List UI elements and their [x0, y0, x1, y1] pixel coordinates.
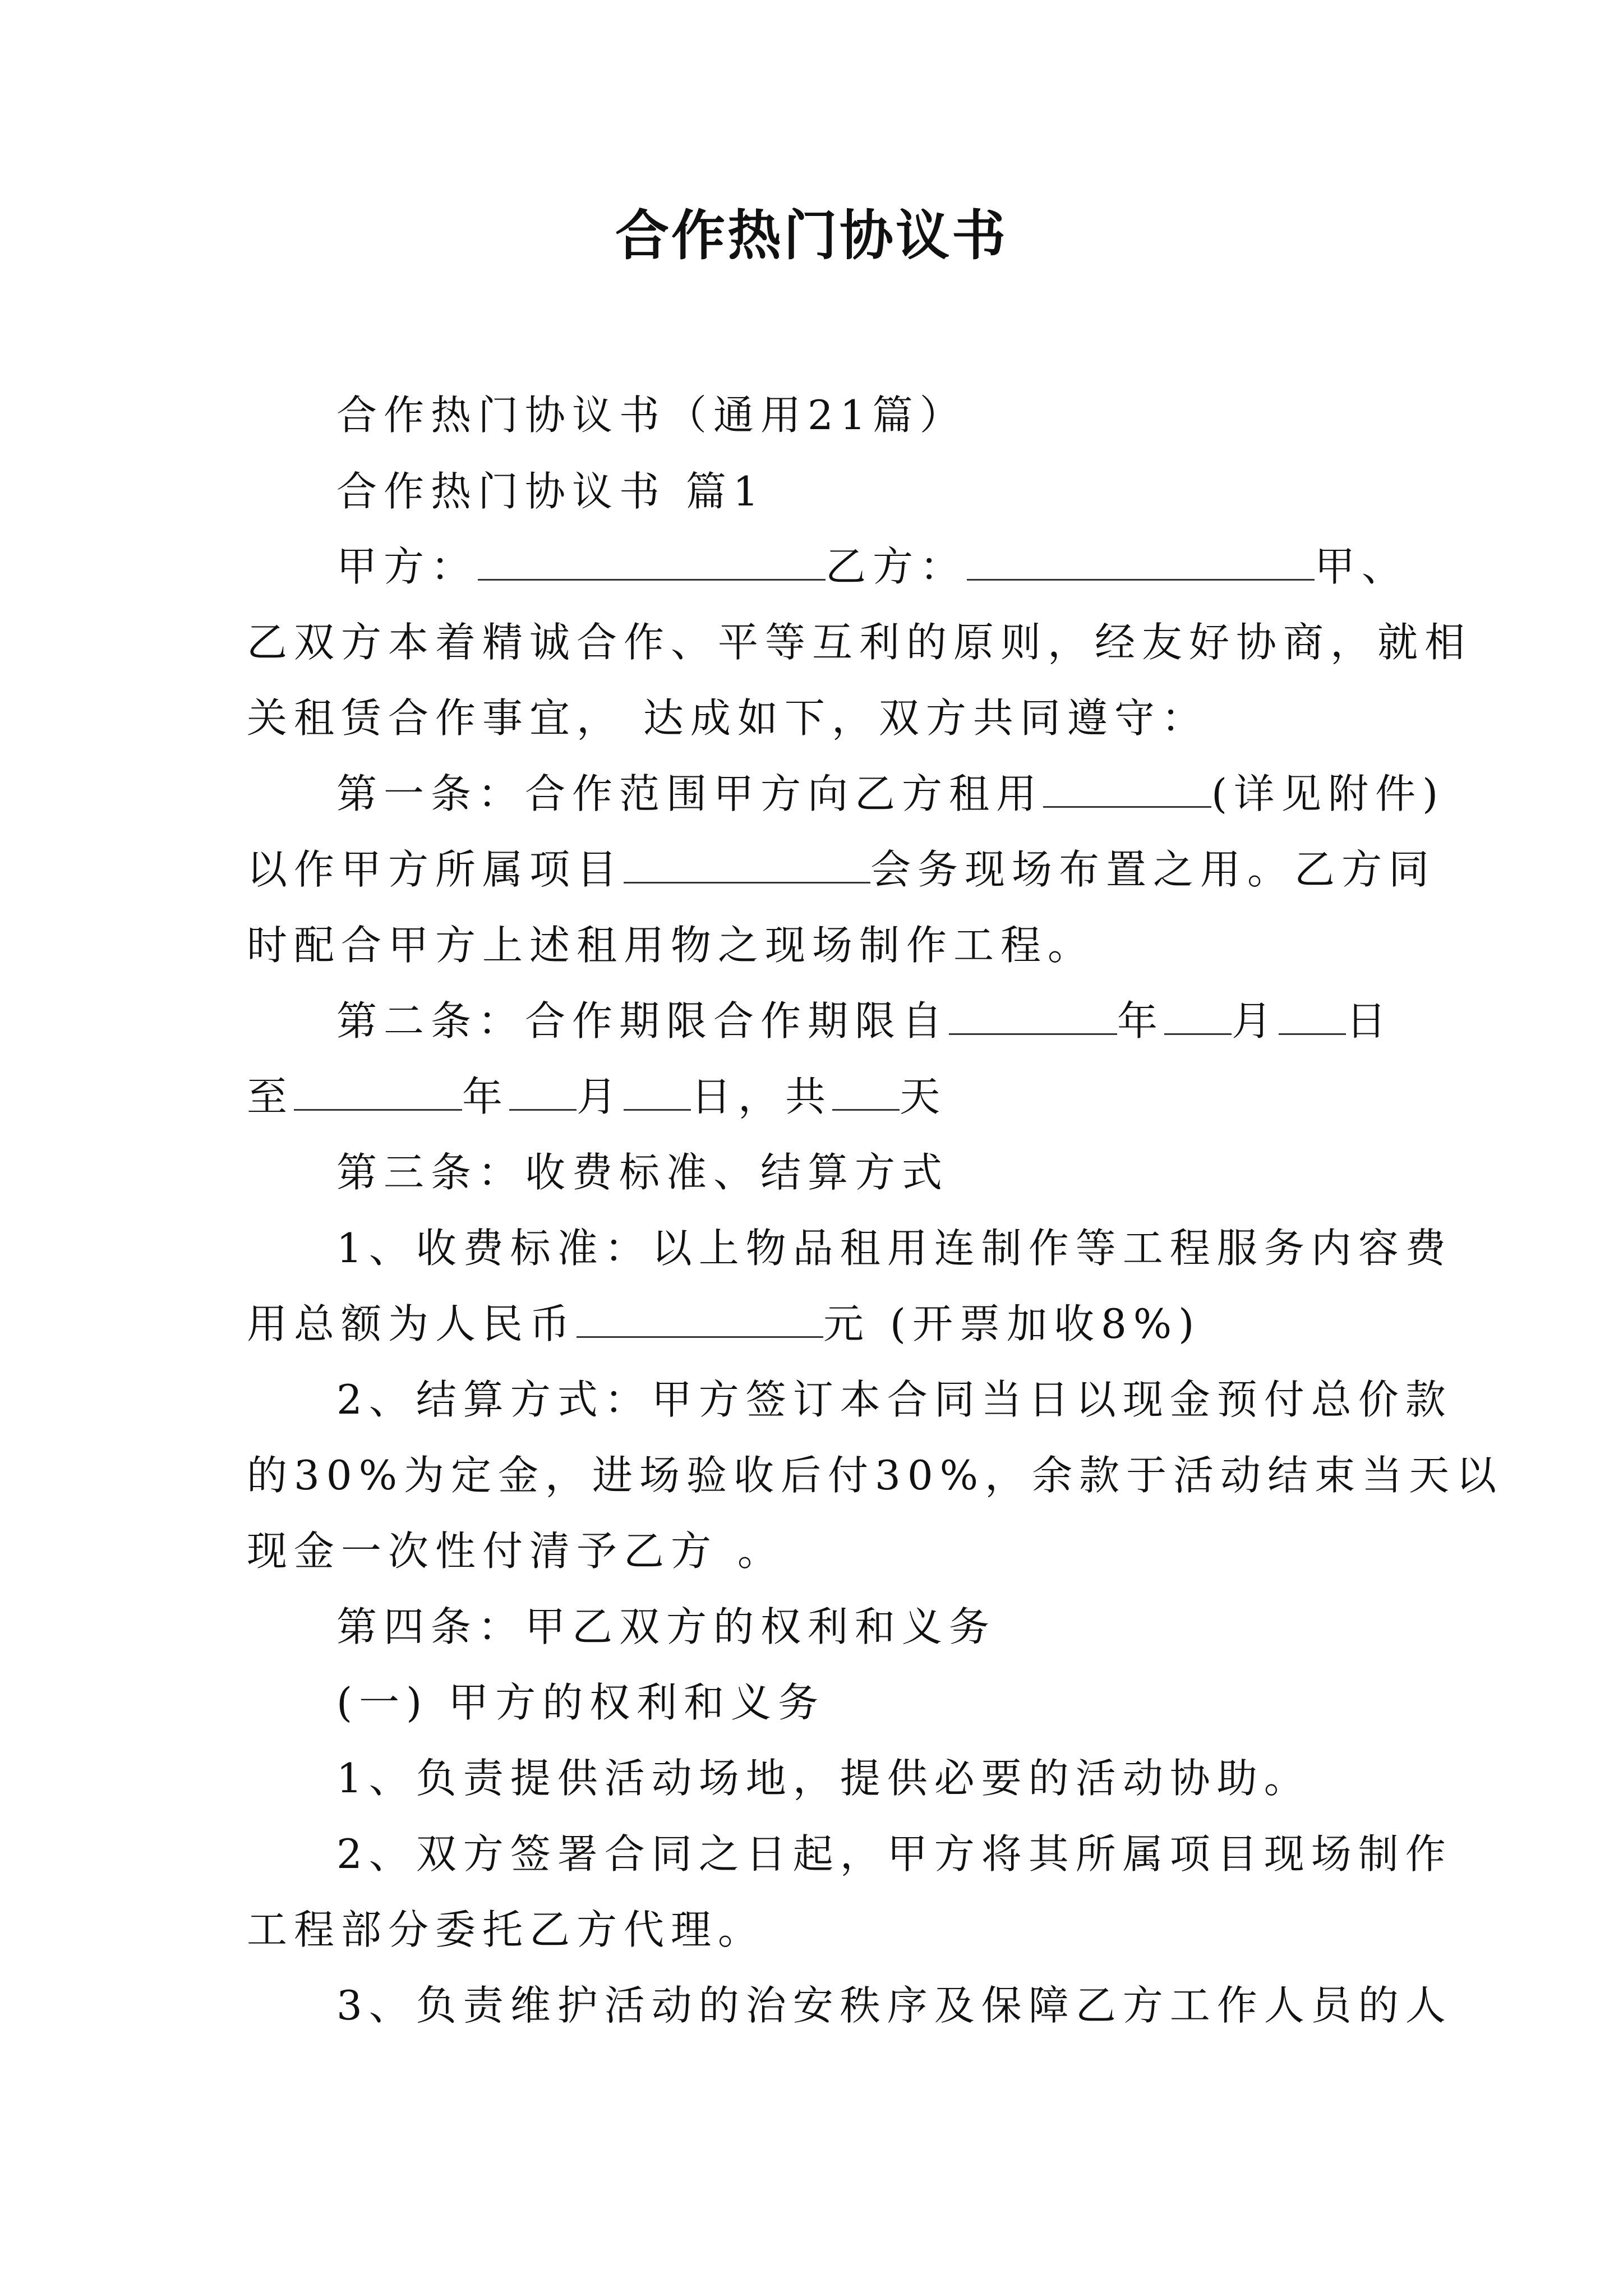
paragraph-line: 3、负责维护活动的治安秩序及保障乙方工作人员的人	[336, 1982, 1453, 2029]
start-year-blank[interactable]	[949, 994, 1117, 1035]
text-fragment: 月	[577, 1073, 624, 1120]
paragraph-line	[247, 1069, 1396, 1125]
section-heading: 合作热门协议书 篇1	[336, 468, 766, 515]
party-line	[336, 539, 1409, 595]
rental-item-blank[interactable]	[1043, 767, 1211, 808]
paragraph-line: 1、收费标准：以上物品租用连制作等工程服务内容费	[336, 1225, 1453, 1272]
subsection-heading: (一) 甲方的权利和义务	[336, 1679, 826, 1726]
start-month-blank[interactable]	[1164, 994, 1232, 1035]
paragraph-line: 的30%为定金，进场验收后付30%，余款于活动结束当天以	[247, 1452, 1504, 1499]
text-fragment: 至	[247, 1073, 294, 1120]
text-fragment: 第二条：合作期限合作期限自	[336, 997, 949, 1045]
text-fragment: 年	[1117, 997, 1165, 1045]
paragraph-line	[247, 841, 1436, 898]
text-fragment: 月	[1232, 997, 1279, 1045]
paragraph-line: 1、负责提供活动场地，提供必要的活动协助。	[336, 1755, 1311, 1802]
text-fragment: 元 (开票加收8%)	[823, 1300, 1201, 1347]
article-4-heading: 第四条：甲乙双方的权利和义务	[336, 1603, 997, 1650]
text-fragment: (详见附件)	[1211, 770, 1445, 817]
total-days-blank[interactable]	[832, 1070, 900, 1111]
paragraph-line: 现金一次性付清予乙方 。	[247, 1527, 785, 1575]
paragraph-line: 关租赁合作事宜， 达成如下，双方共同遵守：	[247, 694, 1209, 742]
text-fragment: 以作甲方所属项目	[247, 846, 624, 893]
paragraph-line: 2、结算方式：甲方签订本合同当日以现金预付总价款	[336, 1376, 1453, 1423]
text-fragment: 日，共	[691, 1073, 833, 1120]
amount-blank[interactable]	[577, 1297, 823, 1338]
paragraph-line: 时配合甲方上述租用物之现场制作工程。	[247, 922, 1095, 969]
party-b-blank[interactable]	[967, 540, 1315, 581]
party-a-label: 甲方：	[336, 543, 478, 590]
text-fragment: 甲、	[1315, 543, 1409, 590]
project-name-blank[interactable]	[624, 843, 870, 884]
text-fragment: 第一条：合作范围甲方向乙方租用	[336, 770, 1044, 817]
paragraph-line: 工程部分委托乙方代理。	[247, 1906, 766, 1953]
end-year-blank[interactable]	[294, 1070, 462, 1111]
text-fragment: 会务现场布置之用。乙方同	[870, 846, 1436, 893]
article-3-heading: 第三条：收费标准、结算方式	[336, 1149, 949, 1196]
text-fragment: 年	[462, 1073, 510, 1120]
paragraph-line: 2、双方签署合同之日起，甲方将其所属项目现场制作	[336, 1830, 1453, 1878]
article-1-line	[336, 766, 1445, 822]
text-fragment: 天	[900, 1073, 947, 1120]
article-2-line	[336, 993, 1396, 1049]
end-month-blank[interactable]	[509, 1070, 577, 1111]
document-subtitle: 合作热门协议书（通用21篇）	[336, 392, 967, 439]
paragraph-line	[247, 1296, 1396, 1352]
end-day-blank[interactable]	[624, 1070, 691, 1111]
text-fragment: 日	[1346, 997, 1394, 1045]
party-b-label: 乙方：	[826, 543, 967, 590]
party-a-blank[interactable]	[478, 540, 826, 581]
text-fragment: 用总额为人民币	[247, 1300, 577, 1347]
document-title: 合作热门协议书	[615, 204, 1008, 267]
paragraph-line: 乙双方本着精诚合作、平等互利的原则，经友好协商，就相	[247, 619, 1472, 666]
start-day-blank[interactable]	[1279, 994, 1346, 1035]
